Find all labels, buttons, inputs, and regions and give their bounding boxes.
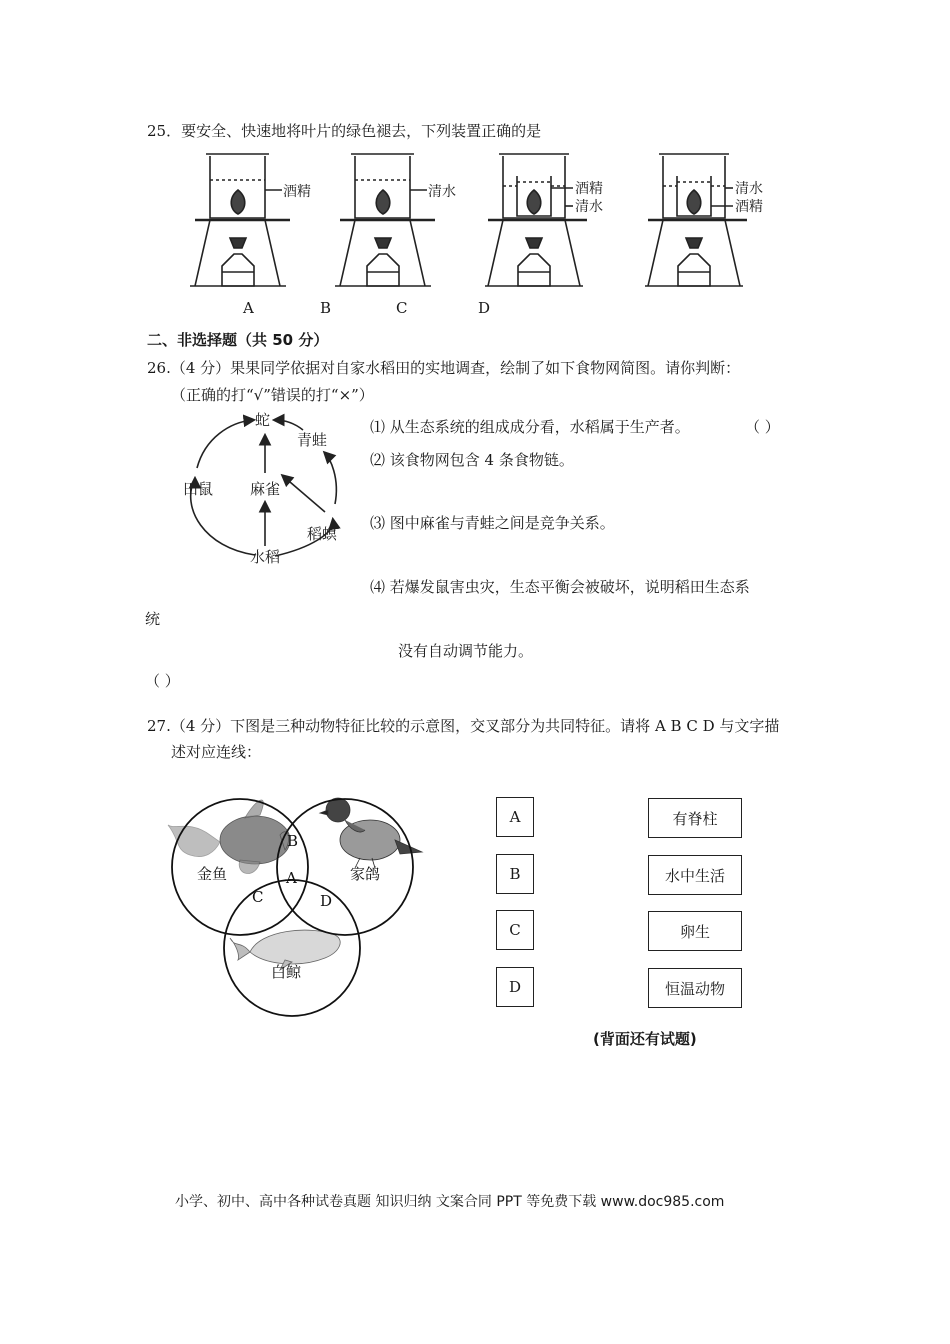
match-box-b[interactable]: B [496, 854, 534, 894]
q26-statement-4-cont1: 统 [145, 610, 161, 628]
match-box-a[interactable]: A [496, 797, 534, 837]
match-desc-oviparous[interactable]: 卵生 [648, 911, 742, 951]
q26-statement-2: ⑵ 该食物网包含 4 条食物链。 [370, 451, 574, 469]
match-desc-warm-blooded[interactable]: 恒温动物 [648, 968, 742, 1008]
apparatus-b [335, 154, 435, 286]
arrow-locust-sparrow [283, 476, 325, 512]
node-locust: 稻螟 [307, 525, 338, 543]
option-label-b: B [320, 299, 332, 317]
q26-statement-1: ⑴ 从生态系统的组成成分看，水稻属于生产者。 [370, 418, 690, 436]
node-snake: 蛇 [255, 411, 271, 429]
q25-apparatus-figure [190, 148, 770, 293]
match-desc-aquatic[interactable]: 水中生活 [648, 855, 742, 895]
label-d-top: 清水 [735, 181, 763, 197]
match-desc-vertebra[interactable]: 有脊柱 [648, 798, 742, 838]
q26-stem: 26.（4 分）果果同学依据对自家水稻田的实地调查，绘制了如下食物网简图。请你判断： [147, 359, 741, 377]
pigeon-image [320, 798, 422, 868]
label-d-bottom: 酒精 [735, 199, 763, 215]
apparatus-c [485, 154, 587, 286]
arrow-rat-snake [197, 420, 253, 468]
whale-label: 白鲸 [271, 963, 302, 981]
arrow-frog-snake [275, 420, 303, 430]
node-sparrow: 麻雀 [250, 480, 281, 498]
q25-stem: 25．要安全、快速地将叶片的绿色褪去，下列装置正确的是 [147, 122, 542, 140]
label-c-top: 酒精 [575, 181, 603, 197]
apparatus-d [645, 154, 747, 286]
pigeon-label: 家鸽 [350, 865, 381, 883]
node-rice: 水稻 [250, 548, 281, 566]
match-box-c[interactable]: C [496, 910, 534, 950]
label-c-bottom: 清水 [575, 199, 603, 215]
venn-diagram [160, 780, 430, 1020]
option-label-c: C [396, 299, 408, 317]
back-page-note: (背面还有试题) [593, 1030, 697, 1048]
option-label-a: A [243, 299, 254, 317]
region-b-label: B [287, 832, 299, 850]
goldfish-label: 金鱼 [197, 865, 228, 883]
q26-instruction: （正确的打“√”错误的打“×”） [171, 386, 374, 404]
page-footer: 小学、初中、高中各种试卷真题 知识归纳 文案合同 PPT 等免费下载 www.doc985.com [175, 1194, 725, 1210]
match-box-d[interactable]: D [496, 967, 534, 1007]
region-a-label: A [286, 869, 297, 887]
q27-stem-line2: 述对应连线： [171, 743, 262, 761]
arrow-locust-frog [325, 453, 336, 504]
q27-stem-line1: 27.（4 分）下图是三种动物特征比较的示意图，交叉部分为共同特征。请将 A B C D 与文字描 [147, 717, 780, 735]
label-b-liquid: 清水 [428, 184, 456, 200]
q26-answer-paren-1[interactable]: （ ） [745, 418, 780, 436]
q26-statement-4-cont2: 没有自动调节能力。 [398, 642, 534, 660]
option-label-d: D [478, 299, 491, 317]
node-frog: 青蛙 [297, 431, 328, 449]
goldfish-image [168, 800, 290, 873]
apparatus-a [190, 154, 290, 286]
q26-answer-paren-4[interactable]: （ ） [145, 672, 180, 690]
q26-statement-4: ⑷ 若爆发鼠害虫灾，生态平衡会被破坏，说明稻田生态系 [370, 578, 750, 596]
food-web-diagram [175, 408, 350, 573]
q26-statement-3: ⑶ 图中麻雀与青蛙之间是竞争关系。 [370, 514, 615, 532]
region-c-label: C [252, 888, 264, 906]
label-a-liquid: 酒精 [283, 184, 311, 200]
node-rat: 田鼠 [183, 480, 214, 498]
section-heading: 二、非选择题（共 50 分） [147, 331, 329, 349]
region-d-label: D [320, 892, 333, 910]
